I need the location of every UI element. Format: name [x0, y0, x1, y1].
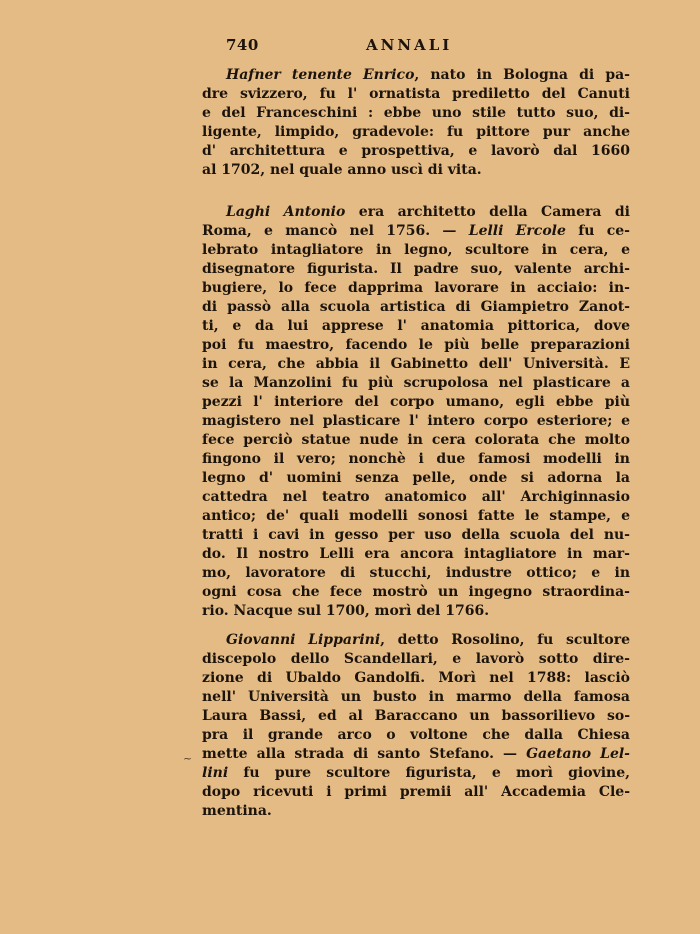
text-line: ti, e da lui apprese l' anatomia pittorica, dove [202, 318, 630, 334]
text-line: mentina. [202, 803, 272, 819]
text-line: Laura Bassi, ed al Baraccano un bassorilievo so- [202, 708, 630, 724]
text-line: do. Il nostro Lelli era ancora intagliatore in mar- [202, 546, 630, 562]
paragraph-hafner [202, 66, 630, 180]
text-line: d' architettura e prospettiva, e lavorò dal 1660 [202, 143, 630, 159]
text-line: e del Franceschini : ebbe uno stile tutto suo, di- [202, 105, 630, 121]
text-line: antico; de' quali modelli sonosi fatte le stampe, e [202, 508, 630, 524]
person-name: Hafner tenente Enrico [226, 67, 415, 83]
paragraph-laghi-lelli [202, 203, 630, 621]
text-line: discepolo dello Scandellari, e lavorò sotto dire- [202, 651, 630, 667]
text-line: lini fu pure scultore figurista, e morì giovine, [202, 765, 630, 781]
text-line: zione di Ubaldo Gandolfi. Morì nel 1788: lasciò [202, 670, 630, 686]
text-line: disegnatore figurista. Il padre suo, valente archi- [202, 261, 630, 277]
person-name: Gaetano Lel- [526, 746, 630, 762]
margin-mark: ~ [183, 752, 193, 765]
person-name: Lelli Ercole [468, 223, 566, 239]
text-line: dopo ricevuti i primi premii all' Accademia Cle- [202, 784, 630, 800]
text-line: mo, lavoratore di stucchi, industre ottico; e in [202, 565, 630, 581]
text-line: rio. Nacque sul 1700, morì del 1766. [202, 603, 490, 619]
text-line: Hafner tenente Enrico, nato in Bologna di pa- [226, 67, 630, 83]
text-line: Laghi Antonio era architetto della Camera di [226, 204, 630, 220]
paragraph-lipparini [202, 631, 630, 821]
person-name: Laghi Antonio [226, 204, 346, 220]
text-line: magistero nel plasticare l' intero corpo esteriore; e [202, 413, 630, 429]
text-line: mette alla strada di santo Stefano. — Gaetano Lel- [202, 746, 630, 762]
text-line: ligente, limpido, gradevole: fu pittore pur anche [202, 124, 630, 140]
text-line: tratti i cavi in gesso per uso della scuola del nu- [202, 527, 630, 543]
text-line: al 1702, nel quale anno uscì di vita. [202, 162, 482, 178]
person-name: Giovanni Lipparini [226, 632, 381, 648]
text-line: bugiere, lo fece dapprima lavorare in acciaio: in- [202, 280, 630, 296]
text-line: fingono il vero; nonchè i due famosi modelli in [202, 451, 630, 467]
text-line: poi fu maestro, facendo le più belle preparazioni [202, 337, 630, 353]
page-number: 740 [226, 36, 259, 54]
text-line: lebrato intagliatore in legno, scultore in cera, e [202, 242, 630, 258]
page-header [226, 36, 486, 58]
text-line: fece perciò statue nude in cera colorata che molto [202, 432, 630, 448]
text-line: cattedra nel teatro anatomico all' Archiginnasio [202, 489, 630, 505]
running-title: ANNALI [366, 36, 453, 54]
text-line: di passò alla scuola artistica di Giampietro Zanot- [202, 299, 630, 315]
person-name: lini [202, 765, 229, 781]
text-line: Roma, e mancò nel 1756. — Lelli Ercole fu ce- [202, 223, 630, 239]
text-line: se la Manzolini fu più scrupolosa nel plasticare a [202, 375, 630, 391]
text-line: in cera, che abbia il Gabinetto dell' Università. E [202, 356, 630, 372]
text-line: legno d' uomini senza pelle, onde si adorna la [202, 470, 630, 486]
text-line: pra il grande arco o voltone che dalla Chiesa [202, 727, 630, 743]
text-line: nell' Università un busto in marmo della famosa [202, 689, 630, 705]
text-line: ogni cosa che fece mostrò un ingegno straordina- [202, 584, 630, 600]
text-line: pezzi l' interiore del corpo umano, egli ebbe più [202, 394, 630, 410]
text-line: dre svizzero, fu l' ornatista prediletto del Canuti [202, 86, 630, 102]
text-line: Giovanni Lipparini, detto Rosolino, fu scultore [226, 632, 631, 648]
